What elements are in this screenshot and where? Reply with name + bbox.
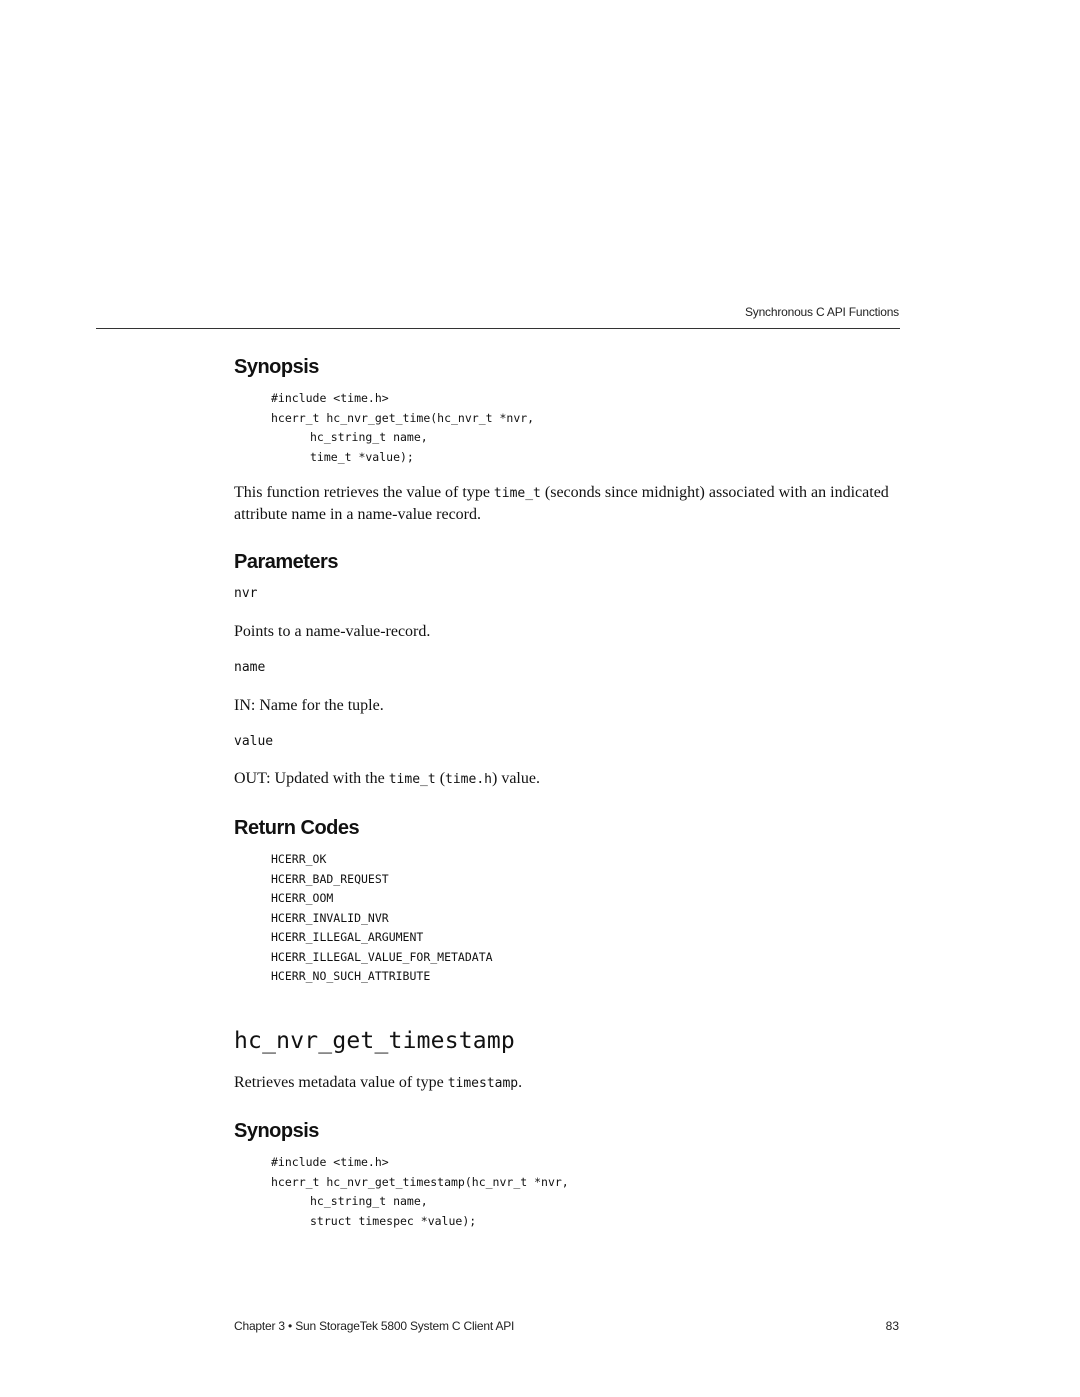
footer-separator: • [288, 1319, 293, 1333]
param-desc-nvr: Points to a name-value-record. [234, 623, 431, 640]
code-line: hcerr_t hc_nvr_get_timestamp(hc_nvr_t *nvr, [271, 1174, 569, 1189]
code-line: struct timespec *value); [310, 1213, 477, 1228]
param-name-nvr: nvr [234, 586, 258, 601]
inline-code: time.h [445, 772, 492, 787]
inline-code: time_t [388, 772, 436, 787]
inline-code: timestamp [447, 1076, 519, 1091]
return-code: HCERR_NO_SUCH_ATTRIBUTE [271, 969, 431, 983]
return-code: HCERR_ILLEGAL_ARGUMENT [271, 930, 424, 944]
footer-book-title: Sun StorageTek 5800 System C Client API [295, 1319, 515, 1333]
return-codes-list [271, 850, 493, 987]
function-title: hc_nvr_get_timestamp [234, 1028, 515, 1054]
function-description: This function retrieves the value of type time_t (seconds since midnight) associated with an indicated attribute name in a name-value record. [234, 484, 889, 523]
code-line: time_t *value); [310, 449, 414, 464]
param-name-value: value [234, 734, 274, 749]
return-code: HCERR_OOM [271, 891, 334, 905]
code-line: hc_string_t name, [310, 1194, 428, 1208]
footer-chapter-info [234, 1319, 514, 1333]
function-summary: Retrieves metadata value of type timestamp. [234, 1074, 523, 1091]
synopsis-code-block-2 [271, 1153, 569, 1231]
return-codes-heading: Return Codes [234, 817, 360, 839]
inline-code: time_t [493, 486, 541, 501]
synopsis-heading: Synopsis [234, 356, 319, 378]
code-line: #include <time.h> [271, 391, 389, 405]
return-code: HCERR_ILLEGAL_VALUE_FOR_METADATA [271, 949, 493, 964]
footer-chapter: Chapter 3 [234, 1319, 285, 1333]
header-rule [96, 328, 900, 329]
running-header: Synchronous C API Functions [744, 305, 899, 319]
param-desc-name: IN: Name for the tuple. [234, 697, 384, 714]
param-name-name: name [234, 660, 266, 675]
return-code: HCERR_BAD_REQUEST [271, 871, 389, 886]
code-line: hcerr_t hc_nvr_get_time(hc_nvr_t *nvr, [271, 410, 535, 425]
return-code: HCERR_OK [271, 852, 327, 866]
return-code: HCERR_INVALID_NVR [271, 910, 389, 925]
synopsis-code-block [271, 389, 534, 467]
page-number: 83 [885, 1319, 899, 1333]
parameters-heading: Parameters [234, 551, 338, 573]
param-desc-value: OUT: Updated with the time_t (time.h) value. [234, 770, 540, 787]
code-line: #include <time.h> [271, 1155, 389, 1169]
synopsis-heading-2: Synopsis [234, 1120, 319, 1142]
code-line: hc_string_t name, [310, 430, 428, 444]
